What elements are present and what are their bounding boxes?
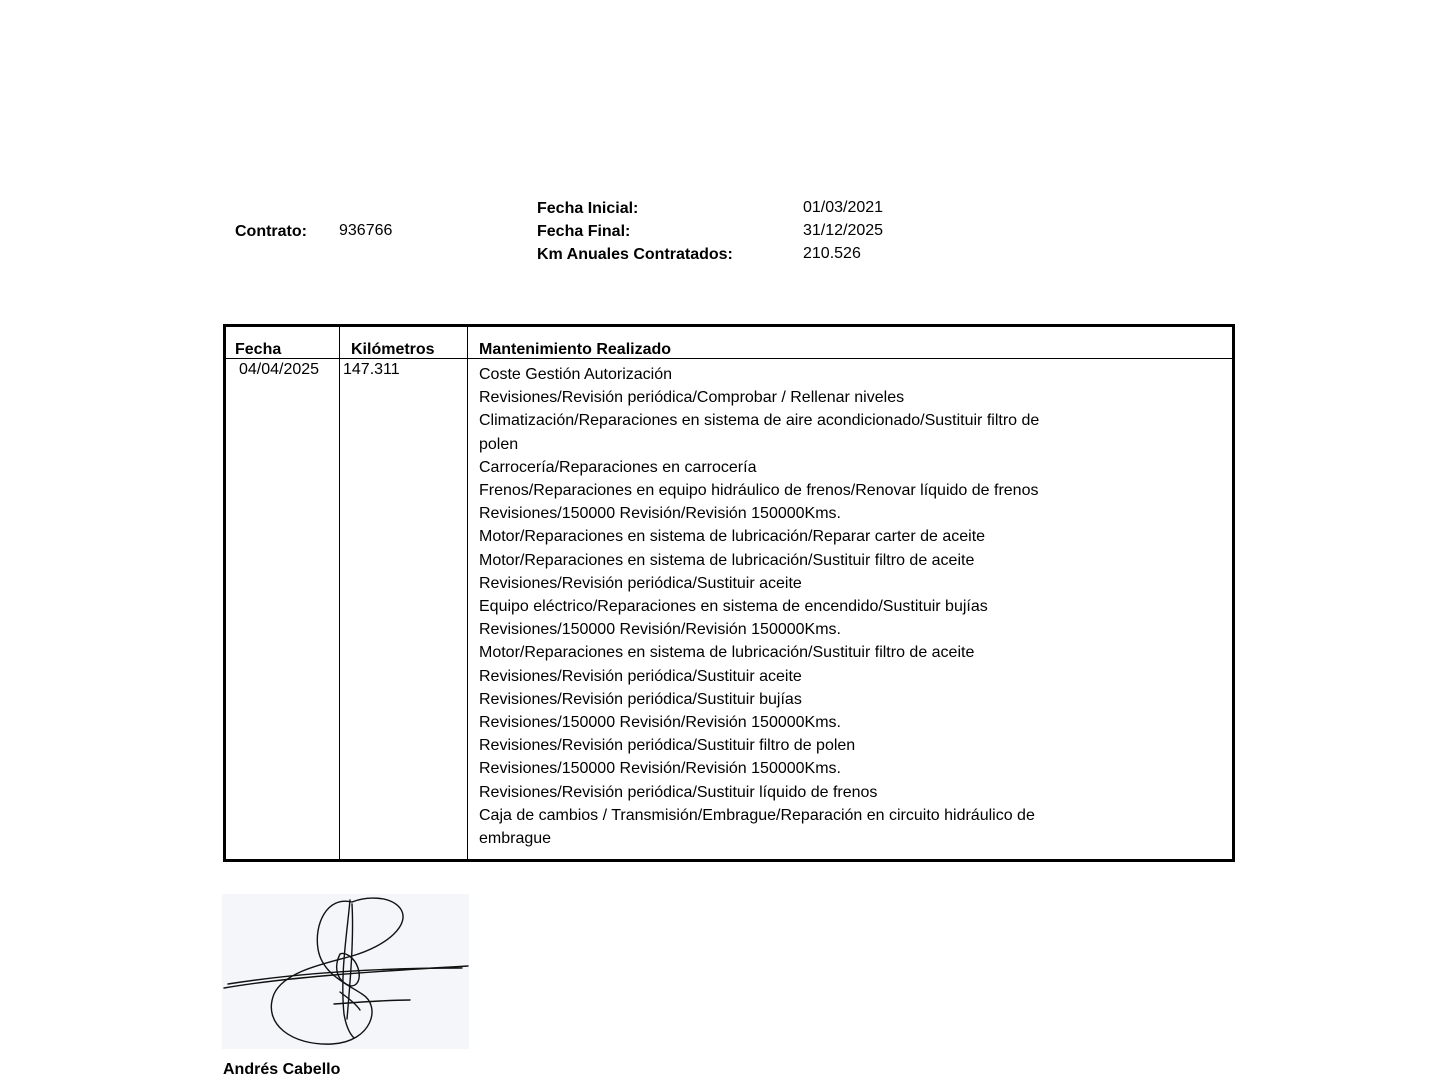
list-item: Revisiones/150000 Revisión/Revisión 150000Kms. (479, 760, 841, 778)
fecha-inicial-label: Fecha Inicial: (537, 200, 639, 217)
maintenance-items-list (479, 363, 1099, 850)
fecha-final-label: Fecha Final: (537, 223, 631, 240)
contrato-label: Contrato: (235, 223, 307, 240)
row-fecha: 04/04/2025 (239, 361, 320, 378)
row-kilometros: 147.311 (343, 361, 400, 378)
column-divider (467, 327, 468, 859)
km-anuales-value: 210.526 (803, 245, 861, 262)
list-item: polen (479, 435, 519, 453)
list-item: Caja de cambios / Transmisión/Embrague/Reparación en circuito hidráulico de (479, 806, 1035, 824)
signer-name: Andrés Cabello (223, 1061, 341, 1078)
list-item: Motor/Reparaciones en sistema de lubricación/Sustituir filtro de aceite (479, 644, 975, 662)
list-item: Revisiones/Revisión periódica/Sustituir aceite (479, 574, 802, 592)
signature-image (222, 894, 469, 1049)
contrato-value: 936766 (339, 222, 393, 239)
fecha-inicial-value: 01/03/2021 (803, 199, 884, 216)
list-item: Revisiones/Revisión periódica/Sustituir aceite (479, 667, 802, 685)
header-mantenimiento: Mantenimiento Realizado (479, 341, 672, 358)
list-item: embrague (479, 830, 552, 848)
list-item: Motor/Reparaciones en sistema de lubricación/Sustituir filtro de aceite (479, 551, 975, 569)
list-item: Motor/Reparaciones en sistema de lubricación/Reparar carter de aceite (479, 528, 986, 546)
column-divider (339, 327, 340, 859)
km-anuales-label: Km Anuales Contratados: (537, 246, 733, 263)
list-item: Coste Gestión Autorización (479, 366, 672, 383)
list-item: Revisiones/150000 Revisión/Revisión 150000Kms. (479, 714, 841, 732)
header-fecha: Fecha (235, 341, 282, 358)
fecha-final-value: 31/12/2025 (803, 222, 884, 239)
maintenance-table (223, 324, 1235, 862)
list-item: Carrocería/Reparaciones en carrocería (479, 458, 757, 476)
list-item: Revisiones/Revisión periódica/Sustituir bujías (479, 690, 802, 708)
list-item: Revisiones/Revisión periódica/Sustituir filtro de polen (479, 737, 856, 755)
list-item: Equipo eléctrico/Reparaciones en sistema de encendido/Sustituir bujías (479, 598, 988, 616)
list-item: Revisiones/150000 Revisión/Revisión 150000Kms. (479, 505, 841, 523)
list-item: Frenos/Reparaciones en equipo hidráulico de frenos/Renovar líquido de frenos (479, 482, 1039, 500)
list-item: Revisiones/Revisión periódica/Sustituir líquido de frenos (479, 783, 878, 801)
header-kilometros: Kilómetros (351, 341, 435, 358)
list-item: Revisiones/150000 Revisión/Revisión 150000Kms. (479, 621, 841, 639)
signature-drawing (222, 894, 469, 1049)
list-item: Climatización/Reparaciones en sistema de aire acondicionado/Sustituir filtro de (479, 412, 1040, 430)
list-item: Revisiones/Revisión periódica/Comprobar / Rellenar niveles (479, 389, 905, 407)
